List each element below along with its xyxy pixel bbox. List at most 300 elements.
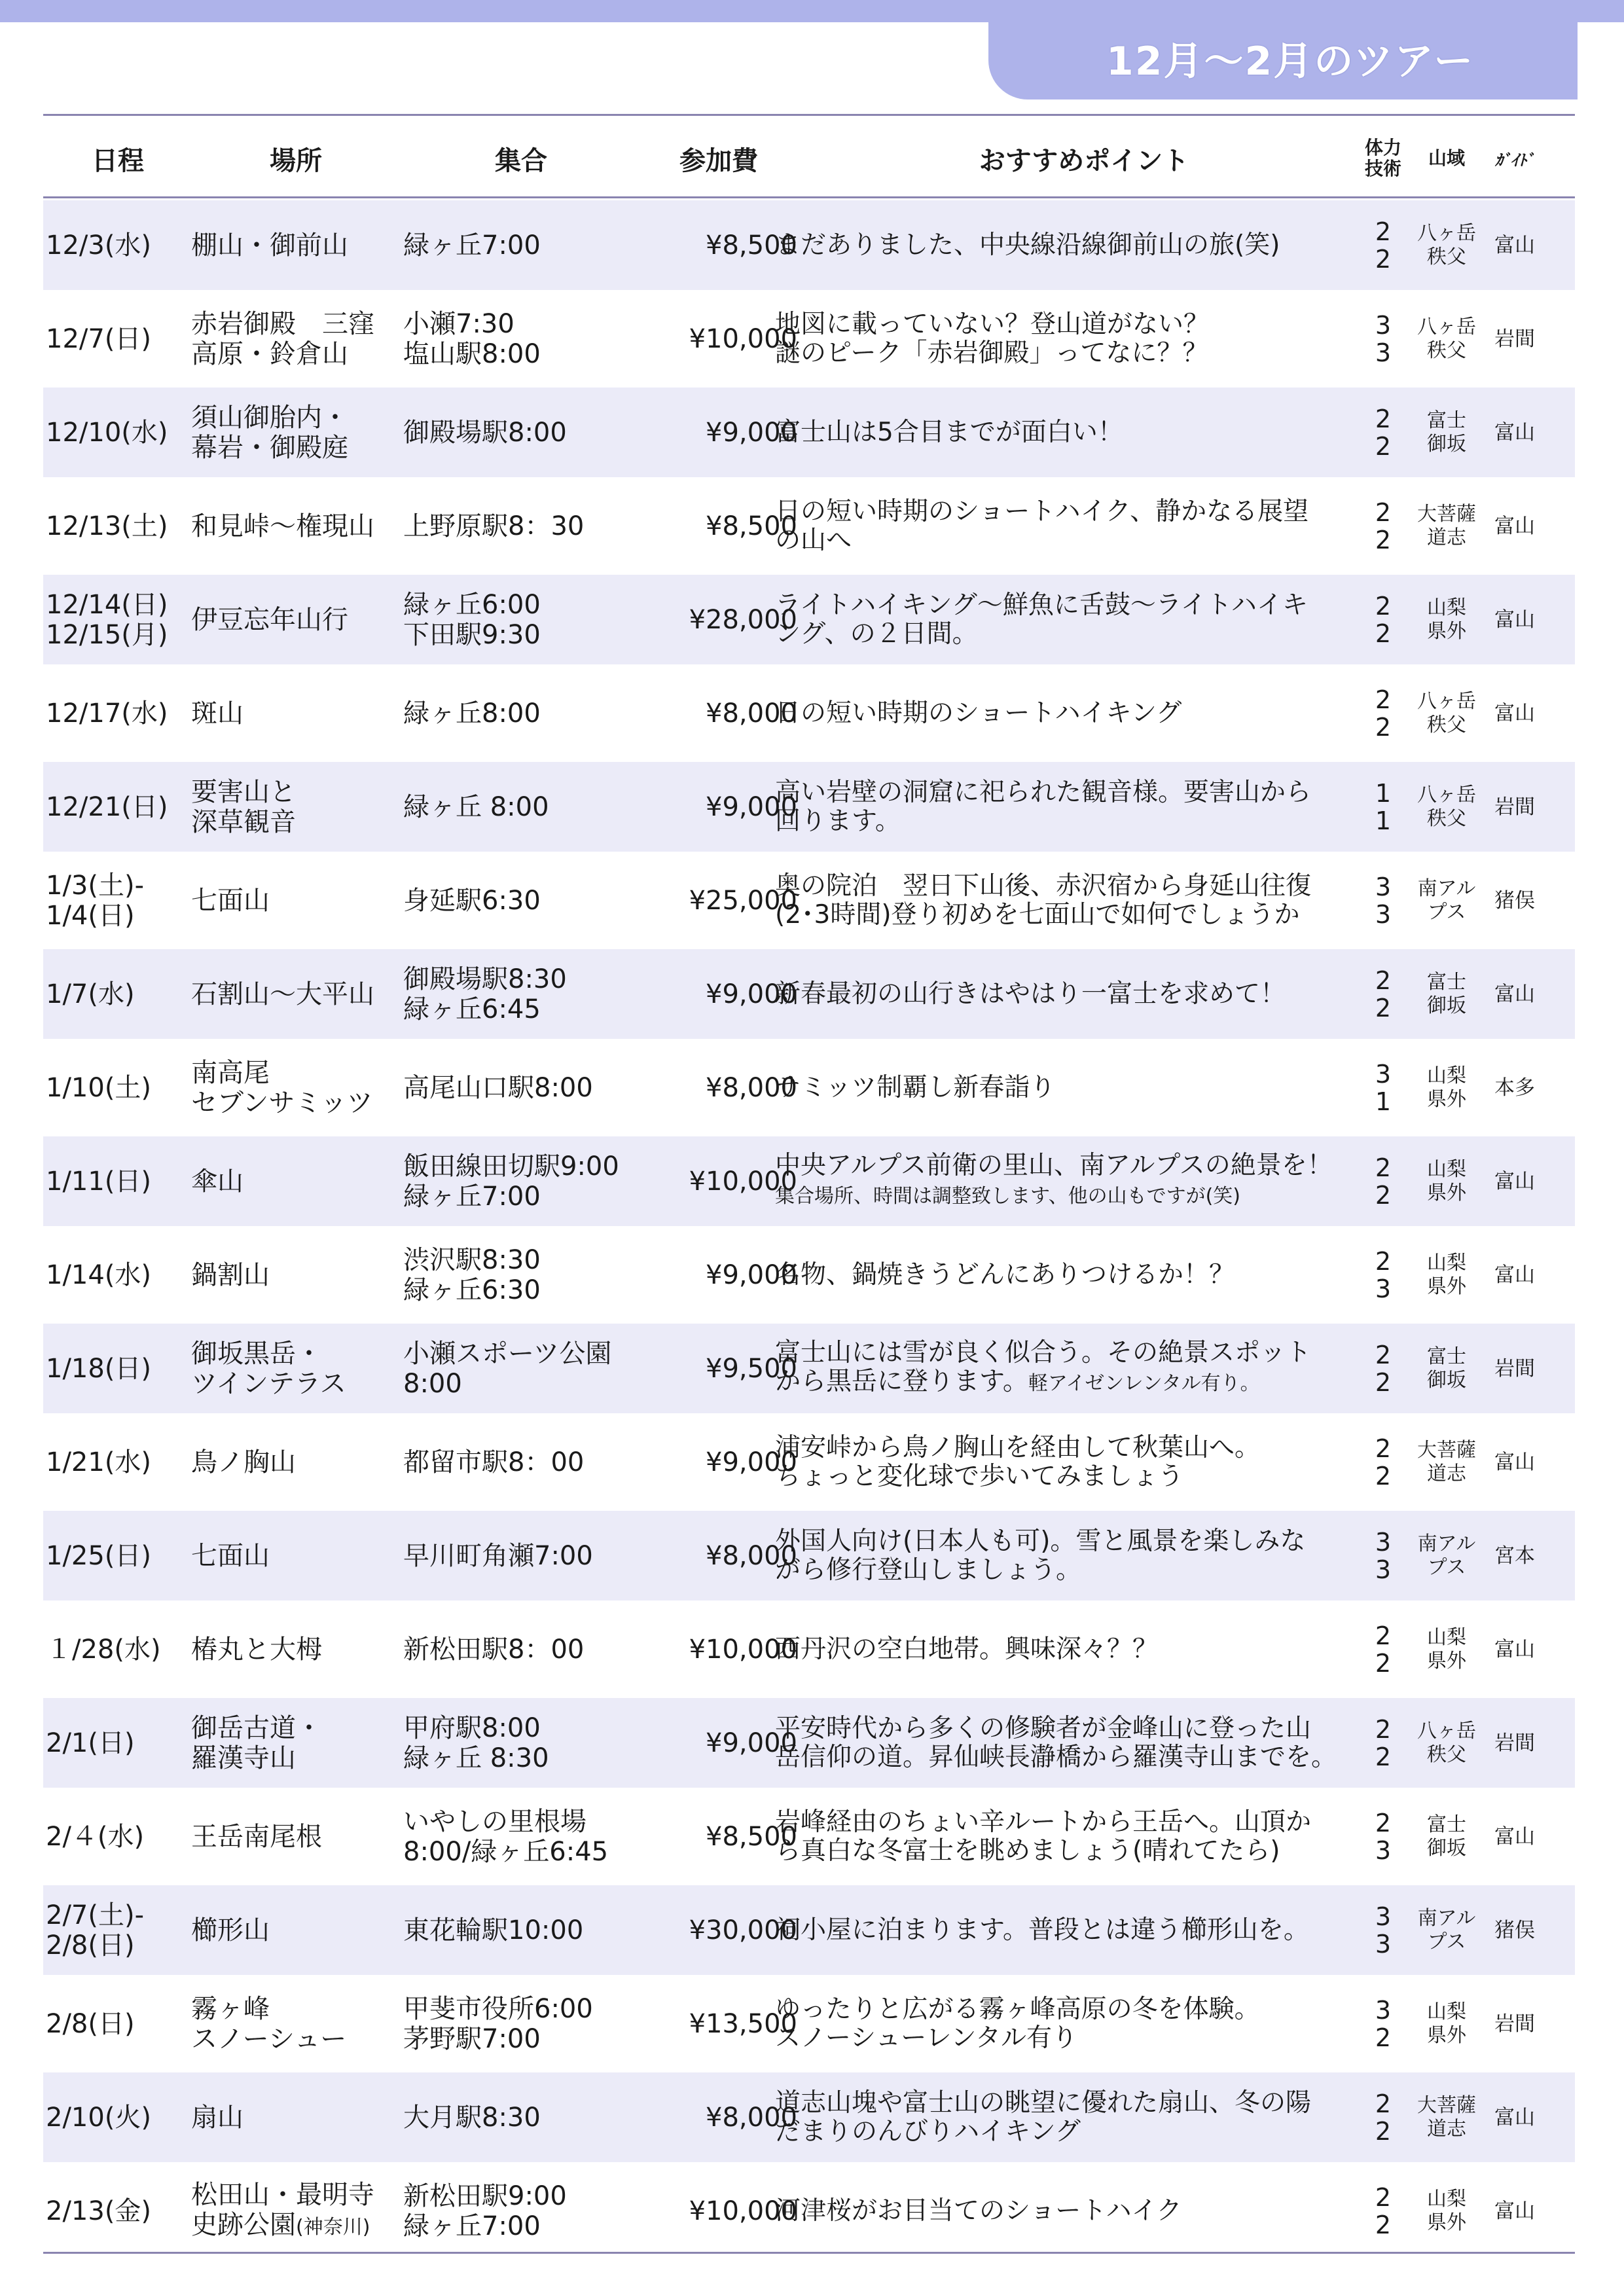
level-value: 1 [1375,778,1392,808]
meeting-cell-line: 新松田駅8：00 [403,1634,585,1665]
area-line: 秩父 [1427,1743,1466,1766]
area-cell [1414,1698,1479,1788]
area-cell [1414,1324,1479,1413]
point-line: ング、の２日間。 [775,619,978,649]
point-line: 名物、鍋焼きうどんにありつけるか！？ [775,1259,1235,1290]
date-cell-line: 1/14(水) [46,1259,152,1290]
guide-name: 富山 [1494,1169,1535,1193]
date-cell-line: 12/17(水) [46,698,168,729]
place-cell [191,949,401,1039]
fee-cell [640,668,797,758]
place-cell-line: 深草観音 [191,806,296,837]
point-line: 河津桜がお目当てのショートハイク [775,2196,1182,2226]
place-cell [191,1230,401,1320]
fee-cell [640,1417,797,1507]
level-cell [1360,668,1406,758]
level-value: 1 [1375,806,1392,835]
guide-cell [1482,856,1547,945]
meeting-cell-line: 下田駅9:30 [403,619,541,650]
guide-cell [1482,762,1547,852]
meeting-cell [403,1230,639,1320]
table-row [43,1230,1575,1320]
point-continuation: から黒岳に登ります。 [775,1367,1028,1396]
point-cell [775,1417,1390,1507]
guide-name: 富山 [1494,2105,1535,2129]
place-cell [191,1417,401,1507]
area-cell [1414,1417,1479,1507]
point-line: スノーシューレンタル有り [775,2023,1077,2053]
level-value: 2 [1375,1461,1392,1491]
meeting-cell-line: 都留市駅8：00 [403,1447,585,1477]
meeting-cell [403,2072,639,2162]
guide-cell [1482,1417,1547,1507]
date-cell-line: 12/21(日) [46,791,168,822]
point-line [775,1180,1390,1211]
area-line: 秩父 [1427,806,1466,830]
fee-cell [640,1698,797,1788]
table-row [43,294,1575,384]
fee-value: ¥10,000 [689,2196,797,2226]
level-cell [1360,1792,1406,1881]
area-cell [1414,1979,1479,2069]
meeting-cell-line: 緑ヶ丘7:00 [403,1181,541,1212]
meeting-cell [403,668,639,758]
guide-name: 富山 [1494,420,1535,444]
meeting-cell [403,1417,639,1507]
place-cell [191,575,401,664]
meeting-cell-line: 緑ヶ丘6:45 [403,994,541,1024]
date-cell [46,668,190,758]
level-cell [1360,388,1406,477]
date-cell-line: 1/4(日) [46,900,135,931]
area-line: 県外 [1427,1181,1466,1204]
level-cell [1360,1230,1406,1320]
date-cell [46,1604,190,1694]
level-value: 3 [1375,1995,1392,2025]
level-cell [1360,1136,1406,1226]
area-line: プス [1427,900,1466,924]
place-cell-line: スノーシュー [191,2023,347,2054]
date-cell-line: 1/25(日) [46,1540,152,1571]
area-line: 秩父 [1427,245,1466,268]
table-row [43,1604,1575,1694]
date-cell-line: 12/7(日) [46,323,152,354]
point-line: 富士山には雪が良く似合う。その絶景スポット [775,1338,1312,1367]
place-extra-small: (神奈川) [296,2215,370,2239]
meeting-cell-line: 緑ヶ丘8:00 [403,698,541,729]
date-cell [46,1792,190,1881]
fee-cell [640,1885,797,1975]
fee-cell [640,481,797,571]
guide-name: 宮本 [1494,1544,1535,1568]
area-cell [1414,668,1479,758]
guide-cell [1482,575,1547,664]
meeting-cell-line: 新松田駅9:00 [403,2180,567,2211]
area-line: 道志 [1427,1462,1466,1485]
place-cell [191,1885,401,1975]
meeting-cell-line: 緑ヶ丘7:00 [403,230,541,261]
date-cell-line: 2/４(水) [46,1821,145,1852]
place-cell-line: 石割山〜大平山 [191,979,374,1009]
area-line: 八ヶ岳 [1417,689,1476,713]
place-cell-line: 須山御胎内・ [191,402,348,433]
date-cell-line: 2/10(火) [46,2102,152,2133]
table-row [43,1043,1575,1132]
level-value: 2 [1375,1367,1392,1397]
table-row [43,2166,1575,2256]
place-cell-line: 王岳南尾根 [191,1821,322,1852]
table-row [43,1136,1575,1226]
date-cell [46,294,190,384]
place-cell-line: 幕岩・御殿庭 [191,432,348,463]
level-value: 2 [1375,2182,1392,2212]
fee-value: ¥8,000 [706,698,797,729]
fee-cell [640,856,797,945]
fee-value: ¥9,500 [706,1353,797,1384]
area-line: 県外 [1427,1649,1466,1672]
area-cell [1414,1136,1479,1226]
date-cell [46,575,190,664]
meeting-cell-line: 上野原駅8：30 [403,511,585,541]
meeting-cell [403,200,639,290]
area-line: 山梨 [1427,1157,1466,1181]
area-line: 山梨 [1427,2187,1466,2211]
table-row [43,1698,1575,1788]
tour-table-body [43,200,1575,2260]
place-cell [191,481,401,571]
place-cell-line: 羅漢寺山 [191,1743,296,1773]
level-value: 3 [1375,899,1392,929]
date-cell [46,1417,190,1507]
place-cell-line: 扇山 [191,2102,244,2133]
point-line: ちょっと変化球で歩いてみましょう [775,1461,1184,1491]
point-cell [775,575,1390,664]
area-line: 山梨 [1427,2000,1466,2023]
date-cell-line: 1/7(水) [46,979,135,1009]
date-cell-line: 12/13(土) [46,511,168,541]
area-cell [1414,200,1479,290]
date-cell-line: 1/18(日) [46,1353,152,1384]
fee-value: ¥9,000 [706,979,797,1009]
level-cell [1360,1979,1406,2069]
guide-cell [1482,200,1547,290]
level-value: 2 [1375,1153,1392,1182]
page-title: 12月〜2月のツアー [1106,39,1475,84]
level-cell [1360,575,1406,664]
guide-cell [1482,1885,1547,1975]
place-cell [191,1043,401,1132]
area-line: 富士 [1427,1345,1466,1368]
fee-cell [640,1230,797,1320]
point-line: 西丹沢の空白地帯。興味深々？？ [775,1634,1159,1664]
place-cell [191,1792,401,1881]
area-line: 八ヶ岳 [1417,315,1476,338]
level-value: 2 [1375,431,1392,461]
level-value: 2 [1375,497,1392,527]
place-cell-line: 御坂黒岳・ [191,1338,322,1369]
fee-value: ¥25,000 [689,885,797,916]
level-value: 2 [1375,525,1392,554]
header-meeting: 集合 [495,145,547,176]
area-line: 県外 [1427,2211,1466,2234]
point-cell [775,2166,1390,2256]
date-cell [46,1230,190,1320]
table-row [43,1885,1575,1975]
table-row [43,1511,1575,1600]
point-line: (2･3時間)登り初めを七面山で如何でしょうか [775,899,1300,930]
guide-name: 富山 [1494,982,1535,1006]
point-cell [775,2072,1390,2162]
guide-cell [1482,1136,1547,1226]
fee-cell [640,1043,797,1132]
date-cell-line: 12/10(水) [46,417,168,448]
point-line: 地図に載っていない？登山道がない？ [775,309,1210,339]
meeting-cell-line: 8:00/緑ヶ丘6:45 [403,1836,609,1867]
date-cell [46,762,190,852]
guide-cell [1482,1230,1547,1320]
date-cell-line: 1/11(日) [46,1166,152,1197]
meeting-cell [403,1698,639,1788]
area-cell [1414,762,1479,852]
place-cell [191,1511,401,1600]
place-cell [191,856,401,945]
table-row [43,200,1575,290]
guide-cell [1482,481,1547,571]
area-line: 八ヶ岳 [1417,783,1476,806]
place-cell [191,1136,401,1226]
point-cell [775,1979,1390,2069]
place-cell-line: 赤岩御殿 三窪 [191,308,374,339]
level-value: 3 [1375,338,1392,367]
level-value: 3 [1375,1929,1392,1959]
fee-value: ¥8,000 [706,1072,797,1103]
meeting-cell-line: 身延駅6:30 [403,885,541,916]
date-cell [46,2072,190,2162]
table-row [43,949,1575,1039]
place-cell [191,200,401,290]
level-value: 2 [1375,1246,1392,1276]
area-line: 県外 [1427,619,1466,643]
meeting-cell [403,1979,639,2069]
level-value: 3 [1375,1274,1392,1303]
meeting-cell-line: 東花輪駅10:00 [403,1915,584,1945]
guide-name: 富山 [1494,701,1535,725]
meeting-cell [403,1511,639,1600]
header-bottom-rule [43,196,1575,198]
level-value: 3 [1375,1555,1392,1584]
level-cell [1360,1417,1406,1507]
point-line: だまりのんびりハイキング [775,2116,1081,2146]
point-line: 高い岩壁の洞窟に祀られた観音様。要害山から [775,777,1312,807]
point-line: 奥の院泊 翌日下山後、赤沢宿から身延山往復 [775,871,1312,901]
meeting-cell-line: 緑ヶ丘6:00 [403,589,541,620]
header-place: 場所 [270,145,322,176]
area-line: 富士 [1427,1813,1466,1836]
date-cell-line: 2/1(日) [46,1727,135,1758]
point-cell [775,200,1390,290]
date-cell-line: 1/10(土) [46,1072,152,1103]
point-line: サミッツ制覇し新春詣り [775,1072,1056,1102]
level-cell [1360,1324,1406,1413]
meeting-cell-line: 緑ヶ丘6:30 [403,1275,541,1305]
fee-value: ¥9,000 [706,1727,797,1758]
meeting-cell-line: 緑ヶ丘 8:30 [403,1743,549,1773]
area-cell [1414,294,1479,384]
guide-name: 富山 [1494,514,1535,538]
fee-cell [640,294,797,384]
date-cell-line: １/28(水) [46,1634,161,1665]
date-cell-line: 1/21(水) [46,1447,152,1477]
place-cell [191,668,401,758]
place-cell-line: 斑山 [191,698,244,729]
fee-cell [640,949,797,1039]
table-row [43,762,1575,852]
point-line: 日の短い時期のショートハイク、静かなる展望 [775,496,1309,526]
place-cell [191,2166,401,2256]
date-cell [46,1511,190,1600]
fee-cell [640,1324,797,1413]
fee-value: ¥8,000 [706,2102,797,2133]
meeting-cell [403,1136,639,1226]
table-bottom-rule [43,2252,1575,2254]
place-cell-line: 椿丸と大栂 [191,1634,322,1665]
level-value: 3 [1375,310,1392,340]
date-cell [46,388,190,477]
level-cell [1360,949,1406,1039]
level-value: 2 [1375,217,1392,246]
header-point: おすすめポイント [979,145,1189,176]
header-guide: ｶﾞｲﾄﾞ [1495,151,1534,170]
point-line: ゆったりと広がる霧ヶ峰高原の冬を体験。 [775,1994,1260,2024]
fee-cell [640,1792,797,1881]
fee-cell [640,2166,797,2256]
area-line: 八ヶ岳 [1417,1719,1476,1743]
point-line: 日の短い時期のショートハイキング [775,698,1182,728]
level-cell [1360,1885,1406,1975]
meeting-cell-line: 茅野駅7:00 [403,2023,541,2054]
place-cell-line: ツインテラス [191,1368,346,1399]
place-cell [191,1979,401,2069]
meeting-cell-line: いやしの里根場 [403,1806,586,1837]
meeting-cell [403,1885,639,1975]
level-value: 1 [1375,1087,1392,1116]
area-cell [1414,2072,1479,2162]
area-line: 秩父 [1427,713,1466,736]
area-line: 御坂 [1427,1368,1466,1392]
level-value: 3 [1375,1527,1392,1557]
fee-value: ¥28,000 [689,604,797,635]
area-line: 県外 [1427,1275,1466,1298]
fee-cell [640,1604,797,1694]
place-cell-line: 鳥ノ胸山 [191,1447,296,1477]
place-cell-line: 櫛形山 [191,1915,270,1945]
header-top-rule [43,114,1575,116]
guide-name: 岩間 [1494,2012,1535,2036]
date-cell-line: 2/8(日) [46,1930,135,1961]
point-line: 回ります。 [775,806,901,836]
level-value: 3 [1375,872,1392,901]
meeting-cell-line: 高尾山口駅8:00 [403,1072,593,1103]
point-line: 外国人向け(日本人も可)。雪と風景を楽しみな [775,1526,1306,1556]
table-row [43,856,1575,945]
level-cell [1360,2166,1406,2256]
fee-value: ¥30,000 [689,1915,797,1945]
level-value: 2 [1375,2116,1392,2146]
guide-name: 富山 [1494,1450,1535,1474]
area-cell [1414,1885,1479,1975]
area-line: 御坂 [1427,994,1466,1017]
area-line: 南アル [1417,1906,1476,1930]
place-cell [191,388,401,477]
level-value: 2 [1375,2210,1392,2239]
place-cell-line: セブンサミッツ [191,1087,373,1118]
guide-cell [1482,1792,1547,1881]
point-line: 中央アルプス前衛の里山、南アルプスの絶景を！ [775,1151,1333,1180]
area-cell [1414,1792,1479,1881]
level-value: 2 [1375,1648,1392,1678]
meeting-cell [403,1324,639,1413]
meeting-cell-line: 大月駅8:30 [403,2102,541,2133]
area-cell [1414,949,1479,1039]
level-cell [1360,762,1406,852]
meeting-cell [403,388,639,477]
meeting-cell-line: 飯田線田切駅9:00 [403,1151,619,1182]
level-value: 2 [1375,1340,1392,1369]
area-cell [1414,1230,1479,1320]
level-cell [1360,200,1406,290]
point-line: 祠小屋に泊まります。普段とは違う櫛形山を。 [775,1915,1309,1945]
point-cell [775,1885,1390,1975]
point-cell [775,949,1390,1039]
level-value: 2 [1375,685,1392,714]
meeting-cell-line: 甲斐市役所6:00 [403,1993,593,2024]
meeting-cell [403,1043,639,1132]
guide-cell [1482,949,1547,1039]
guide-name: 猪俣 [1494,1918,1535,1942]
guide-cell [1482,1511,1547,1600]
guide-cell [1482,1043,1547,1132]
fee-value: ¥9,000 [706,1259,797,1290]
place-cell-line: 和見峠〜権現山 [191,511,374,541]
place-cell-line: 南高尾 [191,1057,270,1088]
place-cell-line: 七面山 [191,1540,270,1571]
area-line: プス [1427,1930,1466,1953]
guide-cell [1482,294,1547,384]
point-cell [775,668,1390,758]
guide-cell [1482,388,1547,477]
place-cell-line: 伊豆忘年山行 [191,604,348,635]
area-line: 南アル [1417,877,1476,900]
date-cell-line: 1/3(土)- [46,870,145,901]
point-cell [775,1792,1390,1881]
area-line: 大菩薩 [1417,1438,1476,1462]
area-line: 県外 [1427,2023,1466,2047]
point-line: 新春最初の山行きはやはり一富士を求めて！ [775,979,1286,1009]
place-cell [191,762,401,852]
fee-cell [640,575,797,664]
guide-cell [1482,2072,1547,2162]
date-cell [46,1979,190,2069]
level-value: 2 [1375,1808,1392,1837]
level-value: 3 [1375,1059,1392,1089]
fee-value: ¥8,500 [706,511,797,541]
meeting-cell [403,481,639,571]
meeting-cell [403,856,639,945]
guide-name: 富山 [1494,233,1535,257]
point-line: 富士山は5合目までが面白い！ [775,417,1123,447]
level-value: 3 [1375,1835,1392,1865]
level-value: 2 [1375,966,1392,995]
